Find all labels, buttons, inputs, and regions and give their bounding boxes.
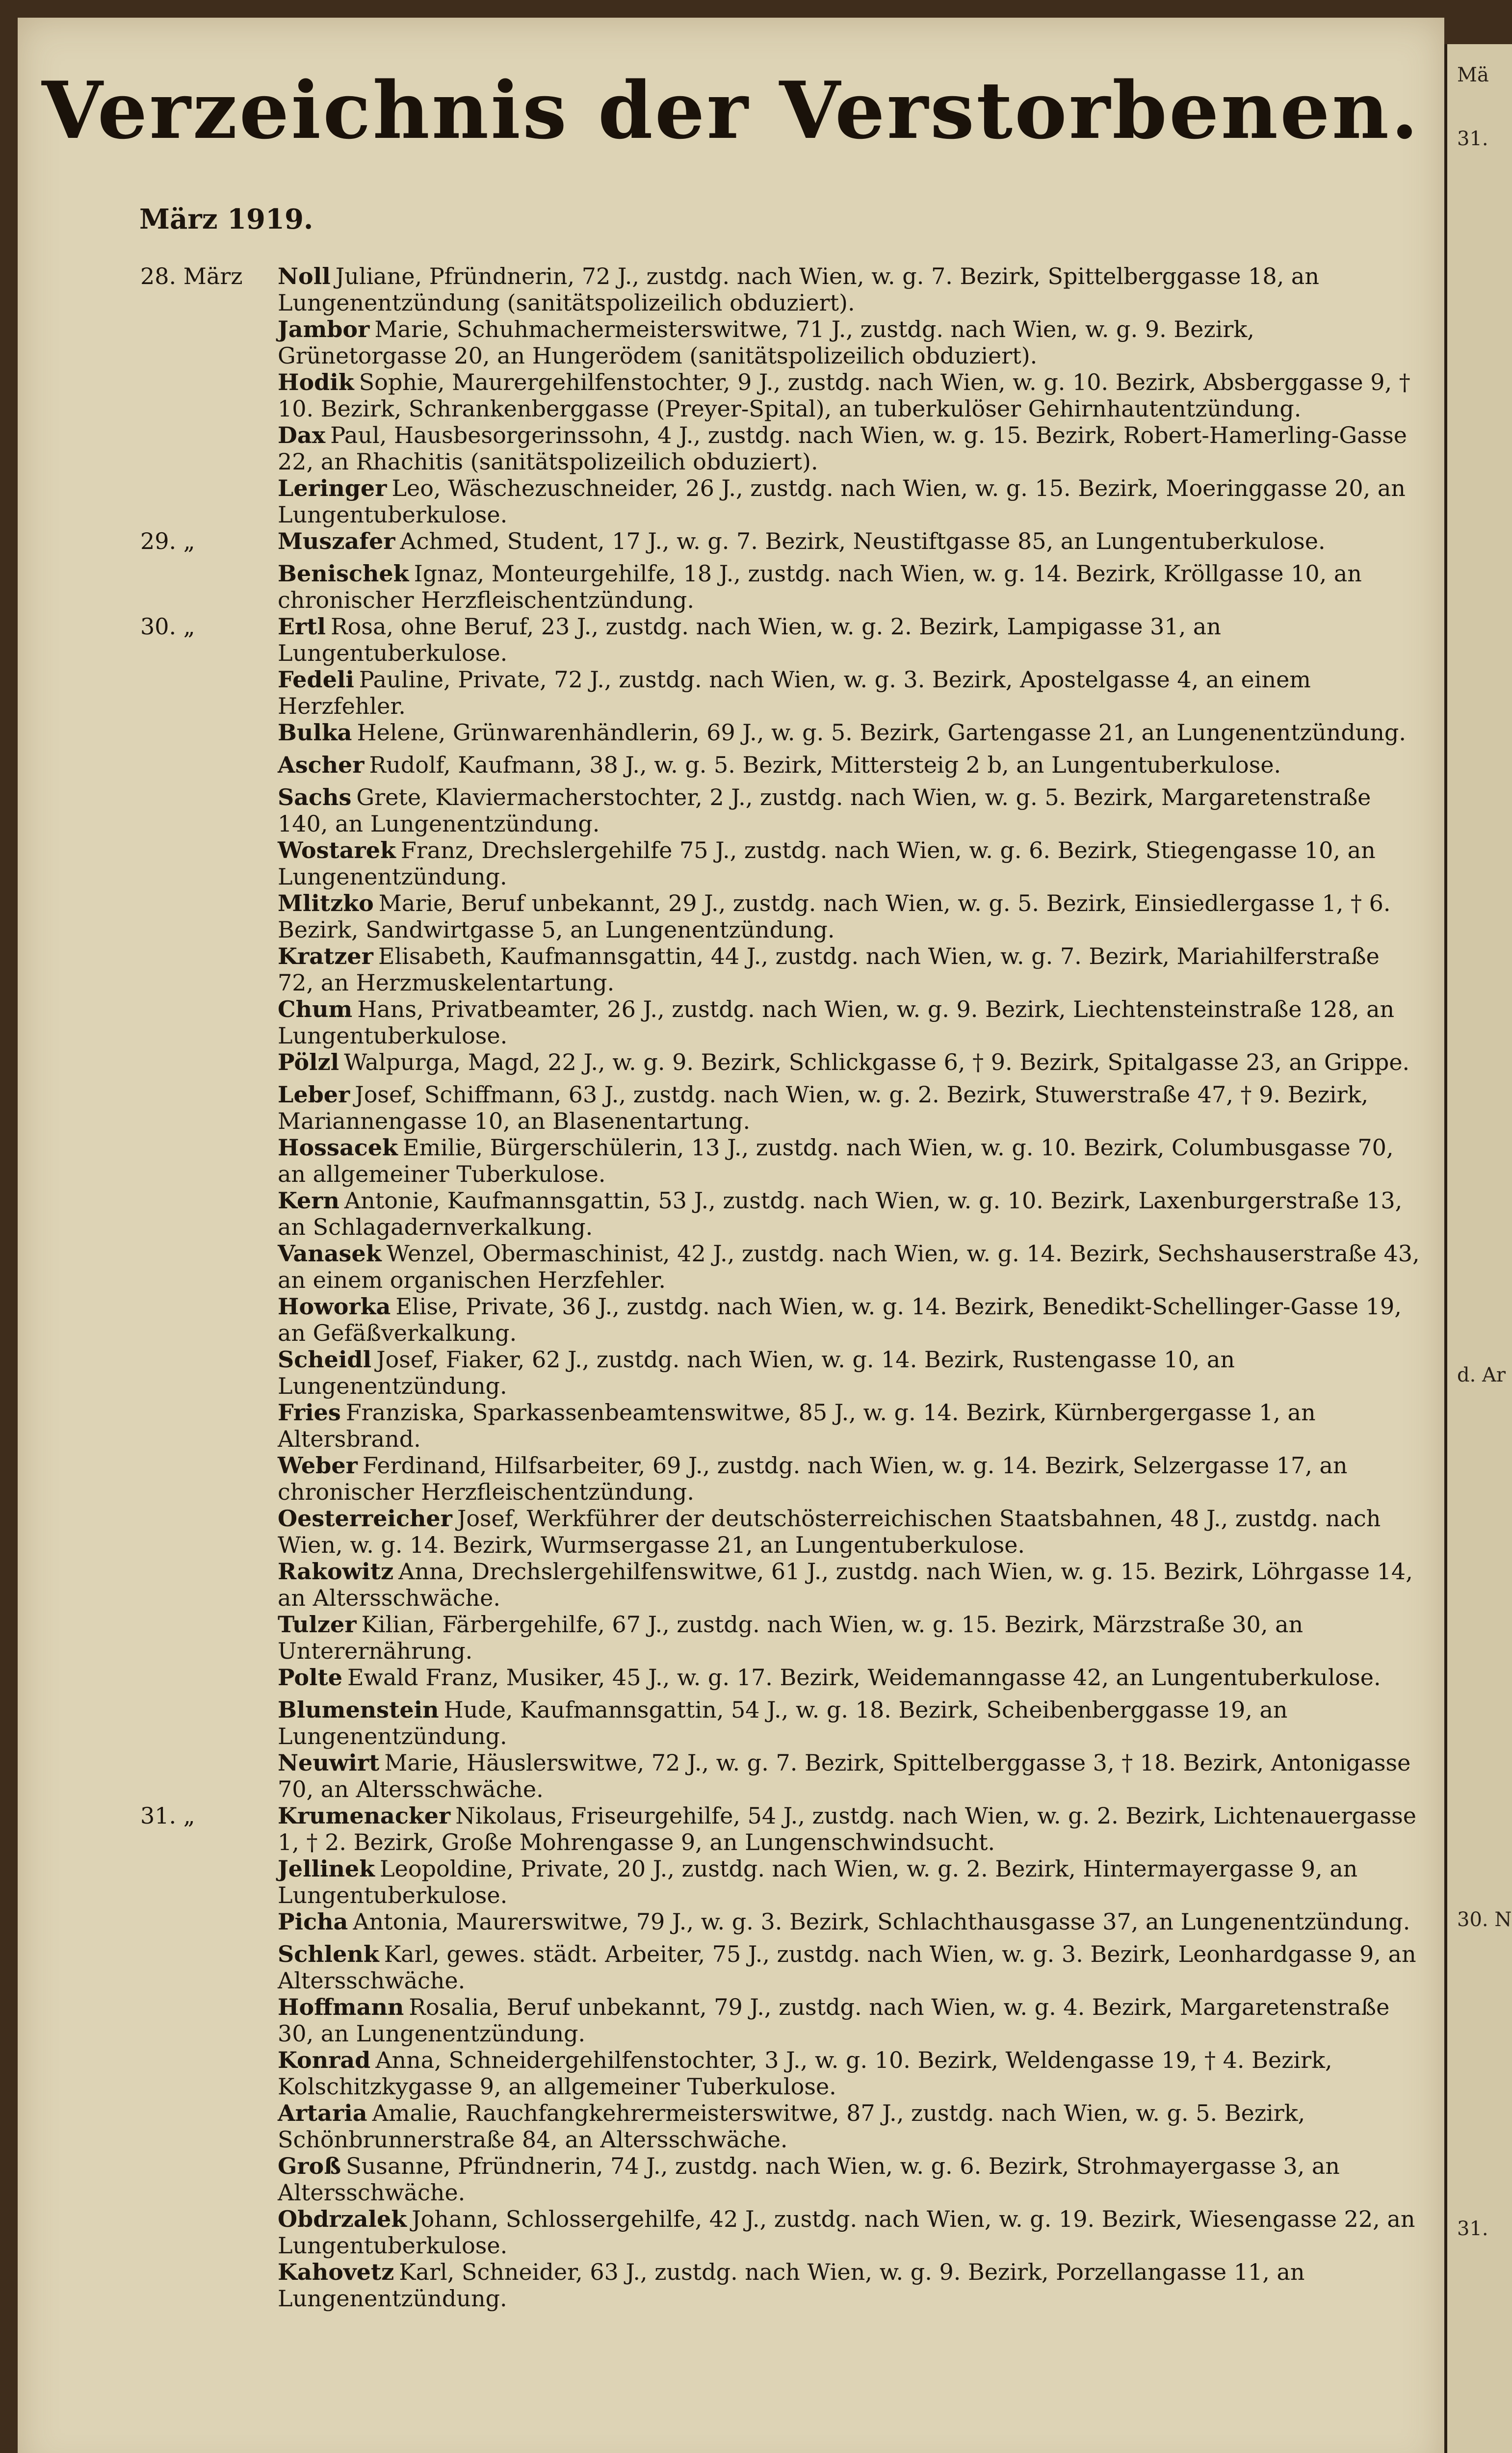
entry-text — [278, 1134, 1421, 1187]
entry-text — [278, 719, 1421, 746]
entry-surname: Hoffmann — [278, 1994, 404, 2020]
entry-surname: Jambor — [278, 316, 370, 342]
entry-surname: Pölzl — [278, 1049, 339, 1075]
entry-text — [278, 1855, 1421, 1908]
register-entry — [18, 1452, 1444, 1505]
entry-details: Grete, Klaviermacherstochter, 2 J., zustdg. nach Wien, w. g. 5. Bezirk, Margaretenstraße 140, an Lungenentzündung. — [278, 784, 1371, 837]
entry-text — [278, 560, 1421, 613]
entry-text — [278, 528, 1421, 554]
adjacent-page-edge — [1444, 44, 1512, 2453]
register-entry — [18, 369, 1444, 422]
entry-details: Sophie, Maurergehilfenstochter, 9 J., zustdg. nach Wien, w. g. 10. Bezirk, Absberggasse 9, † 10. Bezirk, Schrankenberggasse (Preyer-Spital), an tuberkulöser Gehirnhautentzündung. — [278, 369, 1410, 422]
strip-text: 31. — [1457, 128, 1488, 150]
entry-text — [278, 316, 1421, 369]
entry-surname: Noll — [278, 263, 331, 289]
entry-date: 30. „ — [140, 613, 195, 640]
entry-details: Josef, Werkführer der deutschösterreichischen Staatsbahnen, 48 J., zustdg. nach Wien, w. g. 14. Bezirk, Wurmsergasse 21, an Lungentuberkulose. — [278, 1505, 1381, 1558]
entry-surname: Rakowitz — [278, 1558, 394, 1585]
entry-surname: Hossacek — [278, 1134, 398, 1161]
entry-details: Elisabeth, Kaufmannsgattin, 44 J., zustdg. nach Wien, w. g. 7. Bezirk, Mariahilferstraße 72, an Herzmuskelentartung. — [278, 943, 1380, 996]
entry-surname: Leringer — [278, 475, 387, 501]
entry-surname: Dax — [278, 422, 326, 448]
entry-details: Walpurga, Magd, 22 J., w. g. 9. Bezirk, Schlickgasse 6, † 9. Bezirk, Spitalgasse 23, an Grippe. — [344, 1049, 1410, 1075]
entry-text — [278, 263, 1421, 316]
entry-surname: Vanasek — [278, 1240, 382, 1267]
entry-surname: Krumenacker — [278, 1802, 451, 1829]
entry-details: Anna, Schneidergehilfenstochter, 3 J., w. g. 10. Bezirk, Weldengasse 19, † 4. Bezirk, Kolschitzkygasse 9, an allgemeiner Tuberkulose. — [278, 2047, 1332, 2100]
register-entry — [18, 1399, 1444, 1452]
entry-surname: Groß — [278, 2153, 341, 2179]
register-entry — [18, 1749, 1444, 1802]
entry-surname: Picha — [278, 1908, 348, 1935]
entry-details: Wenzel, Obermaschinist, 42 J., zustdg. nach Wien, w. g. 14. Bezirk, Sechshauserstraße 43, an einem organischen Herzfehler. — [278, 1240, 1420, 1293]
entry-surname: Schlenk — [278, 1941, 379, 1967]
entry-details: Ferdinand, Hilfsarbeiter, 69 J., zustdg. nach Wien, w. g. 14. Bezirk, Selzergasse 17, an chronischer Herzfleischentzündung. — [278, 1452, 1348, 1505]
entry-details: Elise, Private, 36 J., zustdg. nach Wien, w. g. 14. Bezirk, Benedikt-Schellinger-Gasse 19, an Gefäßverkalkung. — [278, 1293, 1402, 1346]
entry-surname: Muszafer — [278, 528, 395, 554]
entry-details: Marie, Beruf unbekannt, 29 J., zustdg. nach Wien, w. g. 5. Bezirk, Einsiedlergasse 1, † 6. Bezirk, Sandwirtgasse 5, an Lungenentzündung. — [278, 890, 1391, 943]
entry-details: Marie, Schuhmachermeisterswitwe, 71 J., zustdg. nach Wien, w. g. 9. Bezirk, Grünetorgasse 20, an Hungerödem (sanitätspolizeilich obduziert). — [278, 316, 1254, 369]
entry-details: Karl, gewes. städt. Arbeiter, 75 J., zustdg. nach Wien, w. g. 3. Bezirk, Leonhardgasse 9, an Altersschwäche. — [278, 1941, 1416, 1994]
entry-text — [278, 2259, 1421, 2312]
register-entry — [18, 1994, 1444, 2047]
entry-details: Rudolf, Kaufmann, 38 J., w. g. 5. Bezirk, Mittersteig 2 b, an Lungentuberkulose. — [369, 752, 1281, 778]
entry-text — [278, 1802, 1421, 1855]
entry-surname: Scheidl — [278, 1346, 372, 1373]
entry-surname: Oesterreicher — [278, 1505, 452, 1532]
entry-details: Nikolaus, Friseurgehilfe, 54 J., zustdg. nach Wien, w. g. 2. Bezirk, Lichtenauergasse 1, † 2. Bezirk, Große Mohrengasse 9, an Lungenschwindsucht. — [278, 1802, 1416, 1855]
entry-date: 28. März — [140, 263, 243, 289]
register-entry — [18, 1187, 1444, 1240]
entry-text — [278, 1749, 1421, 1802]
entry-surname: Ertl — [278, 613, 326, 640]
register-entry — [18, 1240, 1444, 1293]
register-entry — [18, 890, 1444, 943]
entry-text — [278, 1908, 1421, 1935]
entry-text — [278, 369, 1421, 422]
strip-text: Mä — [1457, 64, 1489, 86]
entry-details: Hans, Privatbeamter, 26 J., zustdg. nach Wien, w. g. 9. Bezirk, Liechtensteinstraße 128, an Lungentuberkulose. — [278, 996, 1395, 1049]
entry-surname: Kern — [278, 1187, 339, 1214]
entry-date: 31. „ — [140, 1802, 195, 1829]
entry-details: Rosalia, Beruf unbekannt, 79 J., zustdg. nach Wien, w. g. 4. Bezirk, Margaretenstraße 30, an Lungenentzündung. — [278, 1994, 1390, 2047]
register-entry — [18, 422, 1444, 475]
entry-surname: Kratzer — [278, 943, 373, 969]
register-entry — [18, 1558, 1444, 1611]
entry-surname: Neuwirt — [278, 1749, 380, 1776]
entry-details: Paul, Hausbesorgerinssohn, 4 J., zustdg. nach Wien, w. g. 15. Bezirk, Robert-Hamerling-Gasse 22, an Rhachitis (sanitätspolizeilich obduziert). — [278, 422, 1407, 475]
entry-surname: Obdrzalek — [278, 2206, 407, 2232]
register-entry — [18, 719, 1444, 752]
entry-text — [278, 2047, 1421, 2100]
entry-text — [278, 422, 1421, 475]
register-entry — [18, 837, 1444, 890]
entry-surname: Leber — [278, 1081, 350, 1108]
strip-text: 31. — [1457, 2218, 1488, 2240]
register-entry — [18, 613, 1444, 666]
entry-details: Helene, Grünwarenhändlerin, 69 J., w. g. 5. Bezirk, Gartengasse 21, an Lungenentzündung. — [357, 719, 1406, 746]
section-heading: März 1919. — [139, 203, 313, 235]
entry-text — [278, 1558, 1421, 1611]
entry-text — [278, 784, 1421, 837]
entry-text — [278, 996, 1421, 1049]
register-entry — [18, 560, 1444, 613]
entry-text — [278, 2100, 1421, 2153]
register-entry — [18, 2206, 1444, 2259]
entry-details: Ignaz, Monteurgehilfe, 18 J., zustdg. nach Wien, w. g. 14. Bezirk, Kröllgasse 10, an chronischer Herzfleischentzündung. — [278, 560, 1362, 613]
entry-surname: Chum — [278, 996, 353, 1022]
register-entry — [18, 2100, 1444, 2153]
entry-text — [278, 666, 1421, 719]
entry-text — [278, 1452, 1421, 1505]
entry-date: 29. „ — [140, 528, 195, 554]
entry-surname: Bulka — [278, 719, 352, 746]
entry-details: Rosa, ohne Beruf, 23 J., zustdg. nach Wien, w. g. 2. Bezirk, Lampigasse 31, an Lungentuberkulose. — [278, 613, 1221, 666]
entry-text — [278, 1187, 1421, 1240]
entry-details: Franz, Drechslergehilfe 75 J., zustdg. nach Wien, w. g. 6. Bezirk, Stiegengasse 10, an Lungenentzündung. — [278, 837, 1376, 890]
entry-details: Amalie, Rauchfangkehrermeisterswitwe, 87 J., zustdg. nach Wien, w. g. 5. Bezirk, Schönbrunnerstraße 84, an Altersschwäche. — [278, 2100, 1305, 2153]
entry-text — [278, 1941, 1421, 1994]
register-entry — [18, 263, 1444, 316]
entry-text — [278, 837, 1421, 890]
entry-text — [278, 1611, 1421, 1664]
register-entry — [18, 2259, 1444, 2312]
register-entry — [18, 475, 1444, 528]
register-entry — [18, 943, 1444, 996]
entry-surname: Howorka — [278, 1293, 391, 1320]
register-entry — [18, 1346, 1444, 1399]
entry-text — [278, 1505, 1421, 1558]
register-entry — [18, 1134, 1444, 1187]
register-entry — [18, 1941, 1444, 1994]
register-entry — [18, 1664, 1444, 1696]
entry-text — [278, 1081, 1421, 1134]
entry-text — [278, 475, 1421, 528]
entry-surname: Benischek — [278, 560, 409, 587]
entry-details: Emilie, Bürgerschülerin, 13 J., zustdg. nach Wien, w. g. 10. Bezirk, Columbusgasse 70, an allgemeiner Tuberkulose. — [278, 1134, 1394, 1187]
register-entry — [18, 1855, 1444, 1908]
entry-details: Achmed, Student, 17 J., w. g. 7. Bezirk, Neustiftgasse 85, an Lungentuberkulose. — [400, 528, 1326, 554]
entry-details: Juliane, Pfründnerin, 72 J., zustdg. nach Wien, w. g. 7. Bezirk, Spittelberggasse 18, an Lungenentzündung (sanitätspolizeilich obduziert). — [278, 263, 1319, 316]
entry-details: Johann, Schlossergehilfe, 42 J., zustdg. nach Wien, w. g. 19. Bezirk, Wiesengasse 22, an Lungentuberkulose. — [278, 2206, 1415, 2259]
entry-text — [278, 2153, 1421, 2206]
entry-details: Marie, Häuslerswitwe, 72 J., w. g. 7. Bezirk, Spittelberggasse 3, † 18. Bezirk, Antonigasse 70, an Altersschwäche. — [278, 1749, 1411, 1802]
register-entry — [18, 1696, 1444, 1749]
page-title: Verzeichnis der Verstorbenen. — [42, 64, 1420, 157]
entry-surname: Hodik — [278, 369, 354, 395]
entry-details: Kilian, Färbergehilfe, 67 J., zustdg. nach Wien, w. g. 15. Bezirk, Märzstraße 30, an Unterernährung. — [278, 1611, 1303, 1664]
entry-surname: Konrad — [278, 2047, 371, 2073]
entry-details: Pauline, Private, 72 J., zustdg. nach Wien, w. g. 3. Bezirk, Apostelgasse 4, an einem Herzfehler. — [278, 666, 1311, 719]
entry-text — [278, 613, 1421, 666]
register-entry — [18, 528, 1444, 560]
entry-text — [278, 1994, 1421, 2047]
register-entry — [18, 1049, 1444, 1081]
register-entry — [18, 1611, 1444, 1664]
entry-details: Franziska, Sparkassenbeamtenswitwe, 85 J., w. g. 14. Bezirk, Kürnbergergasse 1, an Altersbrand. — [278, 1399, 1316, 1452]
entry-details: Josef, Fiaker, 62 J., zustdg. nach Wien, w. g. 14. Bezirk, Rustengasse 10, an Lungenentzündung. — [278, 1346, 1235, 1399]
entry-text — [278, 1346, 1421, 1399]
entry-surname: Weber — [278, 1452, 358, 1479]
document-page — [18, 18, 1444, 2453]
entry-details: Leopoldine, Private, 20 J., zustdg. nach Wien, w. g. 2. Bezirk, Hintermayergasse 9, an Lungentuberkulose. — [278, 1855, 1358, 1908]
entry-details: Antonia, Maurerswitwe, 79 J., w. g. 3. Bezirk, Schlachthausgasse 37, an Lungenentzündung. — [353, 1908, 1410, 1935]
entry-surname: Blumenstein — [278, 1696, 439, 1723]
register-entry — [18, 2047, 1444, 2100]
entry-surname: Wostarek — [278, 837, 396, 863]
entry-text — [278, 1696, 1421, 1749]
register-entry — [18, 316, 1444, 369]
entry-text — [278, 1240, 1421, 1293]
entry-surname: Ascher — [278, 752, 365, 778]
entry-text — [278, 1399, 1421, 1452]
entry-text — [278, 1049, 1421, 1075]
register-entry — [18, 1293, 1444, 1346]
entry-surname: Jellinek — [278, 1855, 375, 1882]
entry-details: Susanne, Pfründnerin, 74 J., zustdg. nach Wien, w. g. 6. Bezirk, Strohmayergasse 3, an Altersschwäche. — [278, 2153, 1340, 2206]
entry-text — [278, 1664, 1421, 1691]
entry-text — [278, 1293, 1421, 1346]
entry-surname: Polte — [278, 1664, 343, 1691]
entry-surname: Sachs — [278, 784, 352, 810]
register-entry — [18, 784, 1444, 837]
entry-surname: Fries — [278, 1399, 341, 1426]
death-register-list — [18, 263, 1444, 2312]
entry-surname: Mlitzko — [278, 890, 374, 916]
entry-details: Karl, Schneider, 63 J., zustdg. nach Wien, w. g. 9. Bezirk, Porzellangasse 11, an Lungenentzündung. — [278, 2259, 1305, 2312]
entry-surname: Tulzer — [278, 1611, 357, 1638]
register-entry — [18, 666, 1444, 719]
register-entry — [18, 996, 1444, 1049]
entry-text — [278, 943, 1421, 996]
entry-details: Josef, Schiffmann, 63 J., zustdg. nach Wien, w. g. 2. Bezirk, Stuwerstraße 47, † 9. Bezirk, Mariannengasse 10, an Blasenentartung. — [278, 1081, 1369, 1134]
register-entry — [18, 1081, 1444, 1134]
register-entry — [18, 1505, 1444, 1558]
entry-surname: Kahovetz — [278, 2259, 394, 2285]
entry-text — [278, 752, 1421, 778]
entry-details: Leo, Wäschezuschneider, 26 J., zustdg. nach Wien, w. g. 15. Bezirk, Moeringgasse 20, an Lungentuberkulose. — [278, 475, 1406, 528]
strip-text: 30. N — [1457, 1908, 1512, 1931]
strip-text: d. Ar — [1457, 1364, 1506, 1386]
entry-surname: Artaria — [278, 2100, 367, 2126]
register-entry — [18, 1802, 1444, 1855]
entry-details: Anna, Drechslergehilfenswitwe, 61 J., zustdg. nach Wien, w. g. 15. Bezirk, Löhrgasse 14, an Altersschwäche. — [278, 1558, 1413, 1611]
entry-details: Antonie, Kaufmannsgattin, 53 J., zustdg. nach Wien, w. g. 10. Bezirk, Laxenburgerstraße 13, an Schlagadernverkalkung. — [278, 1187, 1403, 1240]
register-entry — [18, 2153, 1444, 2206]
entry-surname: Fedeli — [278, 666, 354, 693]
entry-text — [278, 890, 1421, 943]
entry-details: Hude, Kaufmannsgattin, 54 J., w. g. 18. Bezirk, Scheibenberggasse 19, an Lungenentzündung. — [278, 1696, 1288, 1749]
entry-text — [278, 2206, 1421, 2259]
entry-details: Ewald Franz, Musiker, 45 J., w. g. 17. Bezirk, Weidemanngasse 42, an Lungentuberkulose. — [347, 1664, 1381, 1691]
register-entry — [18, 1908, 1444, 1941]
register-entry — [18, 752, 1444, 784]
